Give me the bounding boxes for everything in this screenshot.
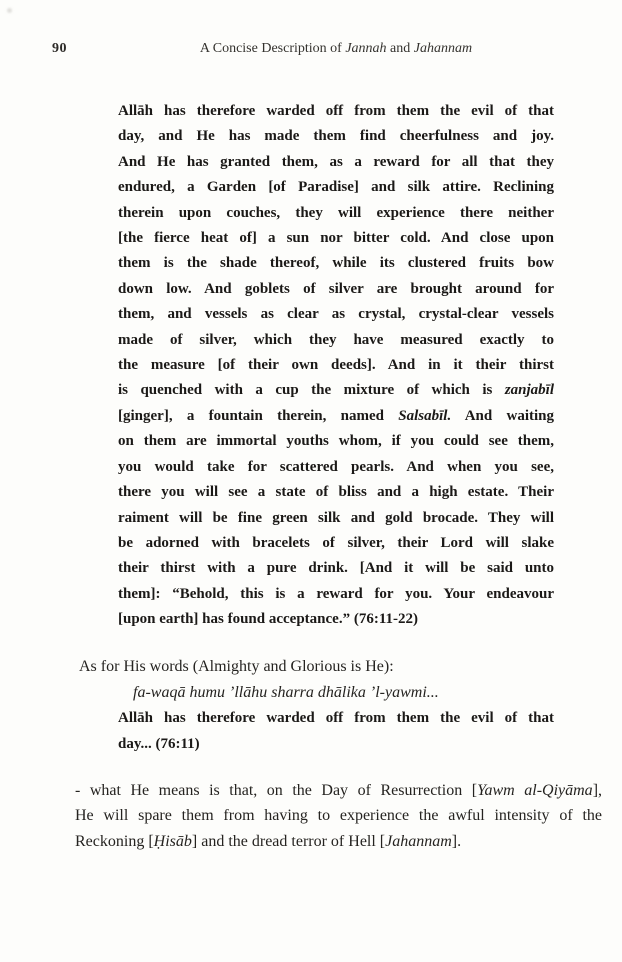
text-line [118,99,554,124]
text-line [118,277,554,302]
text-segment: Yawm al-Qiyāma [477,782,593,799]
text-segment: there you will see a state of bliss and a high estate. Their [118,484,554,501]
text-segment: their thirst with a pure drink. [And it will be said unto [118,560,554,577]
text-segment: them is the shade thereof, while its clustered fruits bow [118,255,554,272]
text-segment: you would take for scattered pearls. And when you see, [118,458,554,475]
text-line [118,175,554,200]
text-segment: A Concise Description of [199,41,346,56]
text-line [75,803,602,828]
text-line [118,480,554,505]
text-segment: - what He means is that, on the Day of Resurrection [ [75,782,478,799]
text-segment: down low. And goblets of silver are brought around for [118,280,554,297]
text-segment: zanjabīl [504,382,554,399]
text-segment: made of silver, which they have measured exactly to [118,331,554,348]
text-line [118,607,554,632]
text-segment: ], [592,782,603,799]
text-segment: endured, a Garden [of Paradise] and silk attire. Reclining [118,179,554,196]
text-line [118,201,554,226]
text-segment: is quenched with a cup the mixture of which is [118,382,505,399]
text-line [118,404,554,429]
text-line [118,378,554,403]
text-segment: Jahannam [413,41,473,56]
text-segment: He will spare them from having to experience the awful intensity of the [75,807,602,825]
text-segment: Ḥisāb [153,832,192,850]
text-segment: and [386,41,414,56]
text-line [118,302,554,327]
text-segment: Jahannam [385,832,452,850]
text-line [118,531,554,556]
text-line [75,778,602,803]
text-line [118,732,554,758]
text-line [118,251,554,276]
text-segment: ] and the dread terror of Hell [ [191,832,386,850]
text-line [118,506,554,531]
text-segment: And He has granted them, as a reward for all that they [118,153,554,170]
text-line [118,150,554,175]
text-segment: therein upon couches, they will experience there neither [118,204,554,221]
text-segment: ]. [451,832,462,850]
text-line [118,328,554,353]
text-segment: Allāh has therefore warded off from them the evil of that [118,710,554,726]
commentary-lead-in: As for His words (Almighty and Glorious is He): [79,658,394,675]
text-segment: [ginger], a fountain therein, named [118,407,399,424]
text-segment: Reckoning [ [75,832,154,850]
text-segment: [the fierce heat of] a sun nor bitter cold. And close upon [118,230,554,247]
text-line [118,582,554,607]
page-number: 90 [52,41,67,56]
text-segment: them, and vessels as clear as crystal, crystal-clear vessels [118,306,554,323]
text-line [118,353,554,378]
text-segment: [upon earth] has found acceptance.” (76:11-22) [118,611,418,628]
running-header-title [118,41,554,57]
verse-translation-block [118,706,554,757]
text-line [118,124,554,149]
text-line [118,556,554,581]
text-line [75,829,602,854]
text-segment: the measure [of their own deeds]. And in it their thirst [118,357,554,374]
text-line [118,429,554,454]
text-line [118,706,554,732]
text-segment: Allāh has therefore warded off from them the evil of that [118,103,554,119]
text-segment: And waiting [451,407,554,424]
text-segment: raiment will be fine green silk and gold brocade. They will [118,509,554,526]
text-segment: Jannah [345,41,387,56]
text-segment: be adorned with bracelets of silver, their Lord will slake [118,534,554,551]
commentary-paragraph [75,778,602,854]
scan-artifact [7,8,12,13]
text-segment: day, and He has made them find cheerfulness and joy. [118,128,554,145]
transliteration-line: fa-waqā humu ’llāhu sharra dhālika ’l-yawmi... [133,684,439,701]
quran-quote-block [118,99,554,633]
text-segment: on them are immortal youths whom, if you could see them, [118,433,554,450]
text-segment: them]: “Behold, this is a reward for you. Your endeavour [118,585,554,602]
text-segment: day... (76:11) [118,735,200,752]
text-segment: Salsabīl. [398,407,452,424]
text-line [118,455,554,480]
text-line [118,226,554,251]
